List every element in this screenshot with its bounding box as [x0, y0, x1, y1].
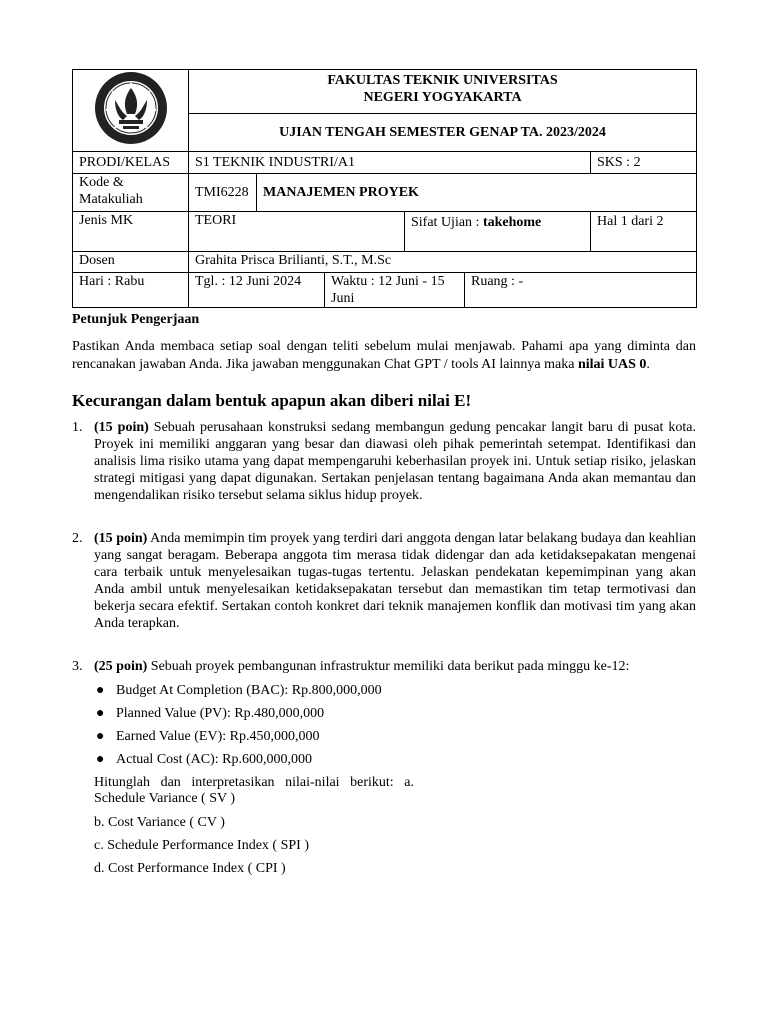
bullet-icon: ●	[96, 706, 105, 721]
faculty-title: FAKULTAS TEKNIK UNIVERSITAS NEGERI YOGYAKARTA	[189, 70, 697, 114]
list-item: b. Cost Variance ( CV )	[94, 815, 225, 830]
university-logo-cell	[73, 70, 189, 152]
sks-value: SKS : 2	[591, 152, 697, 174]
list-item: ● Actual Cost (AC): Rp.600,000,000	[94, 748, 696, 771]
course-name: MANAJEMEN PROYEK	[257, 174, 697, 212]
question-list	[72, 419, 696, 880]
question-points: (25 poin)	[94, 659, 148, 674]
tgl-value: Tgl. : 12 Juni 2024	[189, 273, 325, 308]
bullet-icon: ●	[96, 683, 105, 698]
hari-value: Hari : Rabu	[73, 273, 189, 308]
page-count: Hal 1 dari 2	[591, 212, 697, 252]
prodi-label: PRODI/KELAS	[73, 152, 189, 174]
question-points: (15 poin)	[94, 531, 148, 546]
sub-question-list	[94, 811, 696, 880]
data-bullet-list	[94, 679, 696, 771]
kode-label: Kode & Matakuliah	[73, 174, 189, 212]
header-table	[72, 69, 697, 308]
list-item: d. Cost Performance Index ( CPI )	[94, 861, 286, 876]
question-number: 3.	[72, 659, 83, 674]
question-text: Sebuah proyek pembangunan infrastruktur memiliki data berikut pada minggu ke-12:	[147, 659, 630, 674]
question-1	[72, 419, 696, 504]
sifat-ujian: Sifat Ujian : takehome	[405, 212, 591, 252]
question-points: (15 poin)	[94, 420, 149, 435]
instructions-text: Pastikan Anda membaca setiap soal dengan teliti sebelum mulai menjawab. Pahami apa yang diminta dan rencanakan jawaban Anda. Jika jawaban menggunakan Chat GPT / tools AI lainnya maka nilai UAS 0.	[72, 339, 696, 372]
bullet-icon: ●	[96, 752, 105, 767]
jenis-value: TEORI	[189, 212, 405, 252]
cheating-warning: Kecurangan dalam bentuk apapun akan diberi nilai E!	[72, 391, 472, 410]
question-3	[72, 658, 696, 880]
question-text: Sebuah perusahaan konstruksi sedang membangun gedung pencakar langit baru di pusat kota. Proyek ini memiliki anggaran yang besar dan diawasi oleh pihak pemerintah setempat. Identifikasi dan analisis lima risiko utama yang dapat mempengaruhi keberhasilan proyek ini. Untuk setiap risiko, jelaskan strategi mitigasi yang dapat digunakan. Sertakan penjelasan tentang bagaimana Anda akan memantau dan mengendalikan risiko tersebut selama siklus hidup proyek.	[94, 420, 696, 503]
question-3-task: Hitunglah dan interpretasikan nilai-nilai berikut: a. Schedule Variance ( SV )	[94, 775, 414, 806]
list-item: c. Schedule Performance Index ( SPI )	[94, 838, 309, 853]
list-item: ● Budget At Completion (BAC): Rp.800,000,000	[94, 679, 696, 702]
exam-page	[72, 69, 696, 880]
question-number: 2.	[72, 531, 83, 546]
list-item: ● Earned Value (EV): Rp.450,000,000	[94, 725, 696, 748]
instructions-title: Petunjuk Pengerjaan	[72, 312, 200, 327]
question-number: 1.	[72, 420, 83, 435]
prodi-value: S1 TEKNIK INDUSTRI/A1	[189, 152, 591, 174]
dosen-label: Dosen	[73, 252, 189, 273]
ruang-value: Ruang : -	[465, 273, 697, 308]
exam-title: UJIAN TENGAH SEMESTER GENAP TA. 2023/2024	[189, 114, 697, 152]
question-2	[72, 530, 696, 632]
question-text: Anda memimpin tim proyek yang terdiri dari anggota dengan latar belakang budaya dan keahlian yang sangat beragam. Beberapa anggota tim merasa tidak didengar dan ada ketidaksepakatan mengenai cara terbaik untuk menyelesaikan tugas-tugas tertentu. Jelaskan pendekatan kepemimpinan yang akan Anda ambil untuk menyelesaikan ketidaksepakatan tersebut dan memastikan tim tetap termotivasi dan bekerja secara efektif. Sertakan contoh konkret dari teknik manajemen konflik dan motivasi tim yang akan Anda terapkan.	[94, 531, 696, 631]
list-item: ● Planned Value (PV): Rp.480,000,000	[94, 702, 696, 725]
jenis-label: Jenis MK	[73, 212, 189, 252]
dosen-value: Grahita Prisca Brilianti, S.T., M.Sc	[189, 252, 697, 273]
kode-value: TMI6228	[189, 174, 257, 212]
waktu-value: Waktu : 12 Juni - 15 Juni	[325, 273, 465, 308]
bullet-icon: ●	[96, 729, 105, 744]
university-logo-icon	[93, 70, 169, 146]
